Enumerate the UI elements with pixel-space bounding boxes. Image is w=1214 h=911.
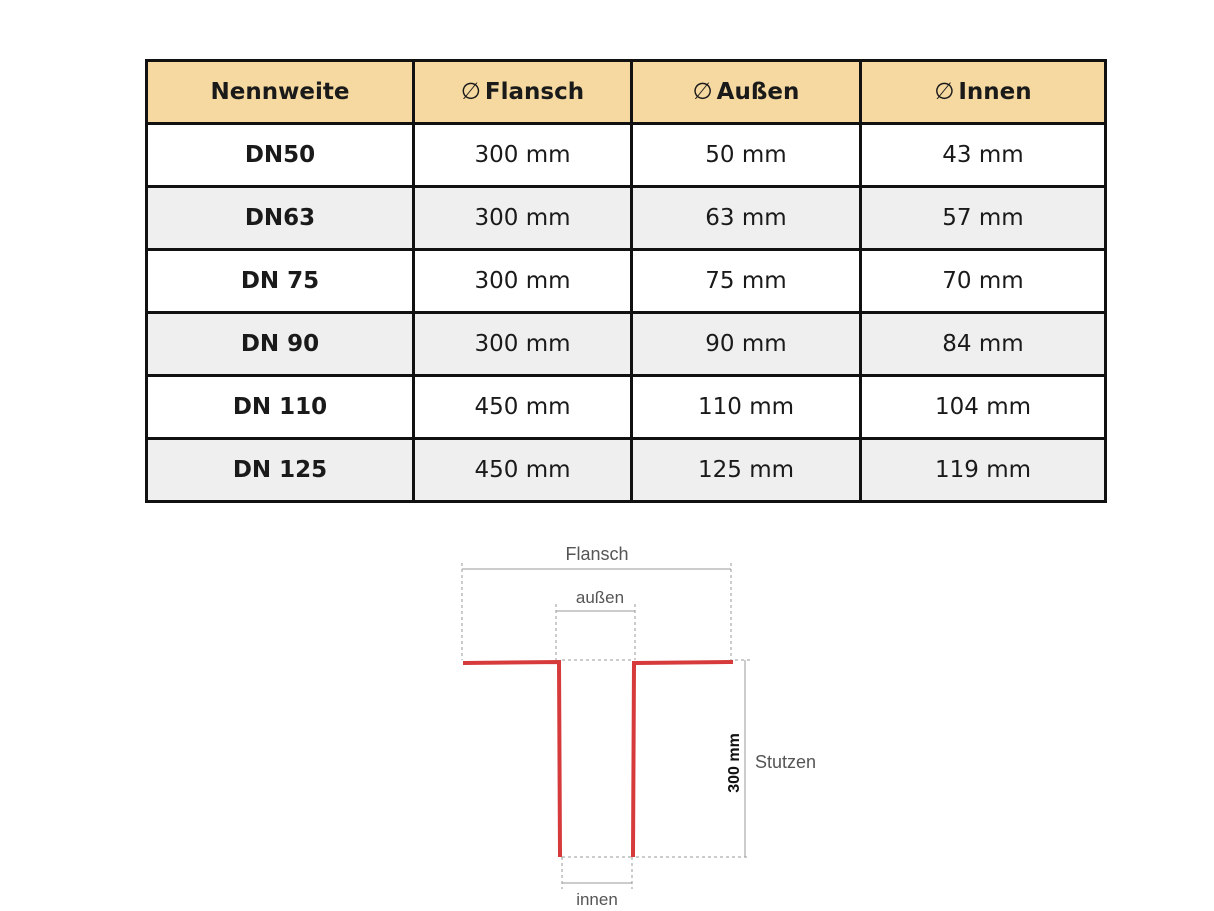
height-label: 300 mm [726,733,743,793]
diameter-icon: ∅ [692,79,713,105]
cell-innen: 70 mm [861,250,1106,313]
cell-innen: 84 mm [861,313,1106,376]
cell-innen: 57 mm [861,187,1106,250]
cell-aussen: 110 mm [632,376,861,439]
cell-innen: 119 mm [861,439,1106,502]
cell-aussen: 75 mm [632,250,861,313]
cell-aussen: 125 mm [632,439,861,502]
cell-innen: 43 mm [861,124,1106,187]
header-innen-label: Innen [958,79,1032,105]
pipe-inner-outline [562,660,632,857]
cell-nennweite: DN 125 [147,439,414,502]
header-flansch-label: Flansch [484,79,585,105]
cell-nennweite: DN 75 [147,250,414,313]
header-aussen-label: Außen [716,79,800,105]
aussen-dimension [556,604,635,660]
diameter-icon: ∅ [460,79,481,105]
cell-nennweite: DN50 [147,124,414,187]
pipe-profile [465,662,731,855]
cell-innen: 104 mm [861,376,1106,439]
cell-aussen: 63 mm [632,187,861,250]
cell-nennweite: DN 110 [147,376,414,439]
header-nennweite-label: Nennweite [210,79,350,105]
cell-flansch: 300 mm [414,313,632,376]
innen-dimension [562,857,632,889]
cell-nennweite: DN63 [147,187,414,250]
innen-label: innen [576,890,618,909]
cell-aussen: 90 mm [632,313,861,376]
cell-flansch: 300 mm [414,187,632,250]
stutzen-label: Stutzen [755,752,817,772]
cell-nennweite: DN 90 [147,313,414,376]
flansch-label: Flansch [565,544,629,564]
diameter-icon: ∅ [934,79,955,105]
cell-flansch: 450 mm [414,376,632,439]
cell-flansch: 300 mm [414,124,632,187]
aussen-label: außen [575,588,625,607]
cell-flansch: 300 mm [414,250,632,313]
cell-flansch: 450 mm [414,439,632,502]
cell-aussen: 50 mm [632,124,861,187]
